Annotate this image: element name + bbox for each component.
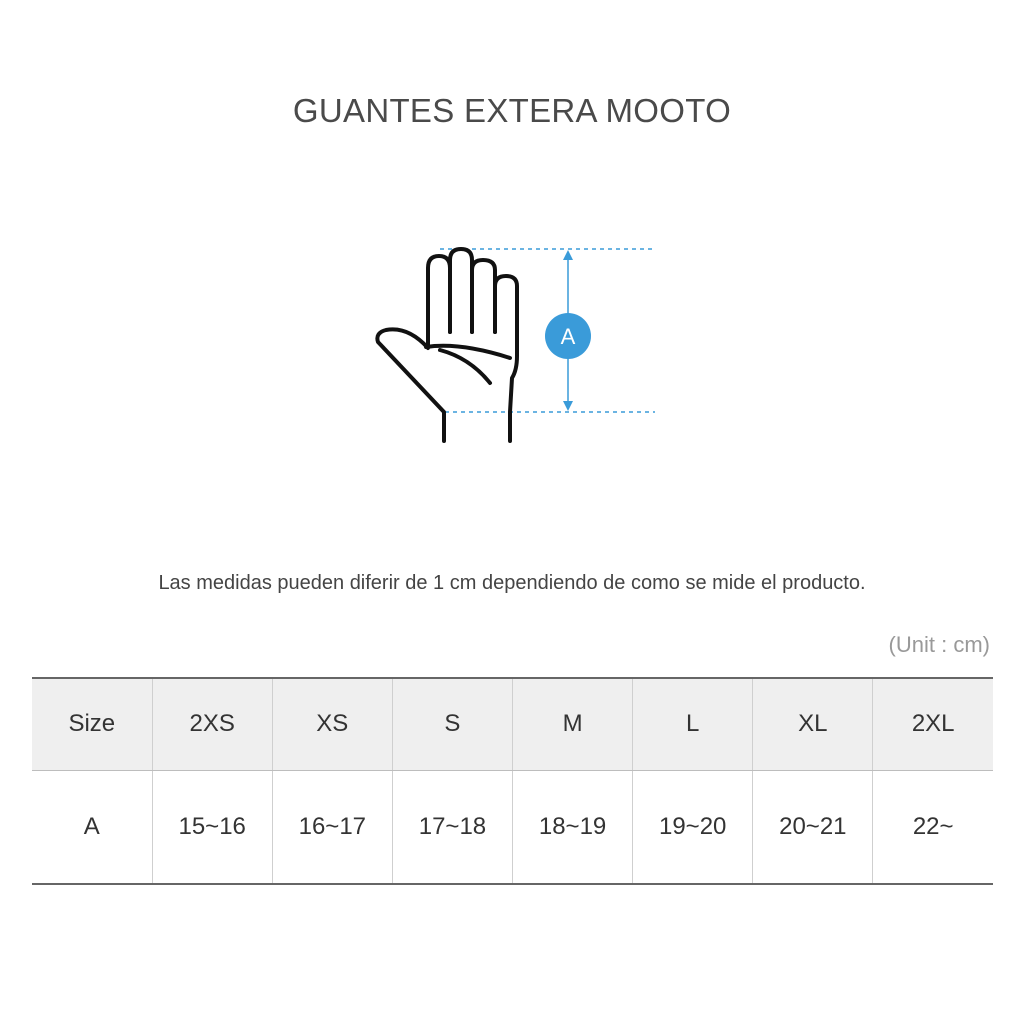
- cell-2xl: 22~: [873, 770, 993, 884]
- marker-label: A: [560, 324, 576, 349]
- header-2xs: 2XS: [152, 678, 272, 770]
- cell-l: 19~20: [633, 770, 753, 884]
- cell-xl: 20~21: [753, 770, 873, 884]
- row-label-a: A: [32, 770, 152, 884]
- cell-2xs: 15~16: [152, 770, 272, 884]
- header-2xl: 2XL: [873, 678, 993, 770]
- cell-s: 17~18: [392, 770, 512, 884]
- page-title: GUANTES EXTERA MOOTO: [292, 92, 732, 129]
- unit-label: (Unit : cm): [888, 632, 990, 657]
- cell-xs: 16~17: [272, 770, 392, 884]
- header-s: S: [392, 678, 512, 770]
- header-l: L: [633, 678, 753, 770]
- table-row: [32, 770, 993, 884]
- header-m: M: [513, 678, 633, 770]
- arrow-down-head: [563, 401, 573, 411]
- hand-measurement-diagram: [360, 230, 680, 460]
- header-size: Size: [32, 678, 152, 770]
- arrow-up-head: [563, 250, 573, 260]
- header-xl: XL: [753, 678, 873, 770]
- measurement-note: Las medidas pueden diferir de 1 cm dependiendo de como se mide el producto.: [158, 572, 866, 594]
- size-table: [32, 677, 993, 885]
- table-header-row: [32, 678, 993, 770]
- header-xs: XS: [272, 678, 392, 770]
- hand-icon: [360, 230, 680, 460]
- cell-m: 18~19: [513, 770, 633, 884]
